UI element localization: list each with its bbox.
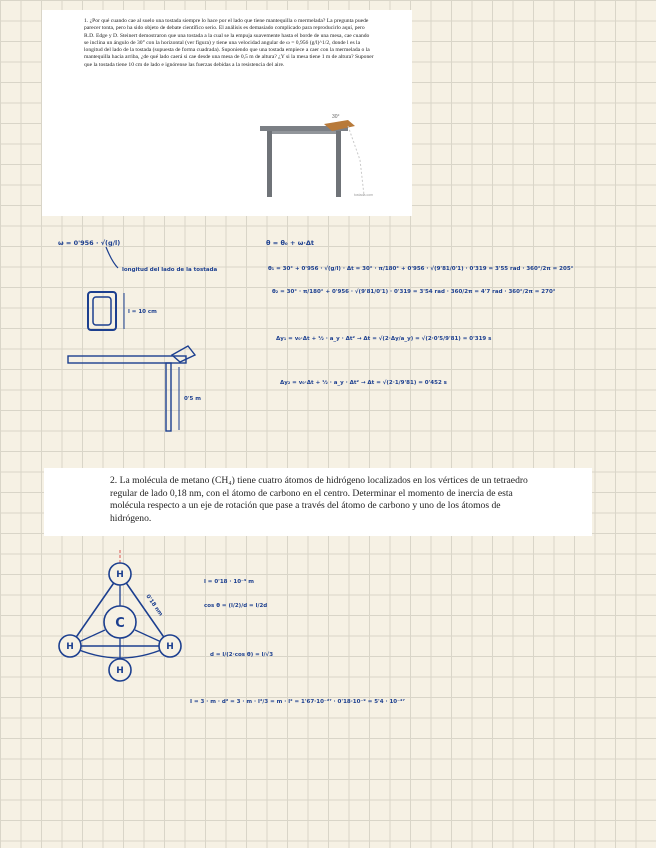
problem-1-text: 1. ¿Por qué cuando cae al suelo una tostada siempre lo hace por el lado que tiene mantequilla o mermelada? La pregunta puede parecer tonta, pero ha sido objeto de debate científico serio. El análisis es demasiado complicado para reproducirlo aquí, pero R.D. Edge y D. Steinert demostraron que una tostada a la cual se la empuja suavemente hasta el borde de una mesa, cae cuando se inclina un ángulo de 30° con la horizontal (ver figura) y tiene una velocidad angular de ω = 0,956 (g/l)^1/2, donde l es la longitud del lado de la tostada (supuesta de forma cuadrada). Suponiendo que una tostada empiece a caer con la mermelada o la mantequilla hacia arriba, ¿de qué lado caerá si cae desde una mesa de 0,5 m de altura? ¿Y si la mesa tiene 1 m de altura? Suponer que la tostada tiene 10 cm de lado e ignórense las fuerzas debidas a la resistencia del aire.: [84, 18, 374, 68]
hydrogen-label-left: H: [66, 642, 74, 652]
d-equation: d = l/(2·cos θ) = l/√3: [210, 652, 274, 658]
figure-credit: tostada.com: [354, 193, 374, 197]
cos-equation: cos θ = (l/2)/d = l/2d: [204, 603, 268, 609]
delta-y2-calc: Δy₂ = v₀·Δt + ½ · a_y · Δt² → Δt = √(2·1/9'81) = 0'452 s: [280, 380, 447, 386]
bond-length-label: 0'18 nm: [144, 593, 164, 618]
figure-angle-label: 30°: [332, 114, 340, 120]
delta-y1-calc: Δy₁ = v₀·Δt + ½ · a_y · Δt² → Δt = √(2·Δy/a_y) = √(2·0'5/9'81) = 0'319 s: [276, 336, 492, 342]
hydrogen-label-bottom: H: [116, 666, 124, 676]
problem-2-text: 2. La molécula de metano (CH₄) tiene cuatro átomos de hidrógeno localizados en los vértices de un tetraedro regular de lado 0,18 nm, con el átomo de carbono en el centro. Determinar el momento de inercia de esta molécula respecto a un eje de rotación que pase a través del átomo de carbono y uno de los átomos de hidrógeno.: [110, 475, 528, 524]
side-length-note: longitud del lado de la tostada: [122, 267, 218, 273]
methane-sketch: [59, 550, 181, 681]
theta-equation: θ = θ₀ + ω·Δt: [266, 239, 314, 247]
hydrogen-label-top: H: [116, 570, 124, 580]
inertia-calc: I = 3 · m · d² = 3 · m · l²/3 = m · l² = 1'67·10⁻²⁷ · 0'18·10⁻⁹ = 5'4 · 10⁻⁴⁷: [190, 699, 405, 705]
l-value: l = 0'18 · 10⁻⁹ m: [204, 579, 255, 585]
theta-2-calc: θ₂ = 30° · π/180° + 0'956 · √(9'81/0'1) · 0'319 = 3'54 rad · 360/2π = 4'7 rad · 360°/2π = 270°: [272, 289, 556, 295]
theta-1-calc: θ₁ = 30° + 0'956 · √(g/l) · Δt = 30° · π/180° + 0'956 · √(9'81/0'1) · 0'319 = 3'55 rad · 360°/2π = 205°: [268, 266, 574, 272]
carbon-label: C: [115, 616, 125, 631]
height-label: 0'5 m: [184, 396, 201, 402]
omega-formula: ω = 0'956 · √(g/l): [58, 239, 121, 247]
side-label: l = 10 cm: [128, 309, 157, 315]
hydrogen-label-right: H: [166, 642, 174, 652]
